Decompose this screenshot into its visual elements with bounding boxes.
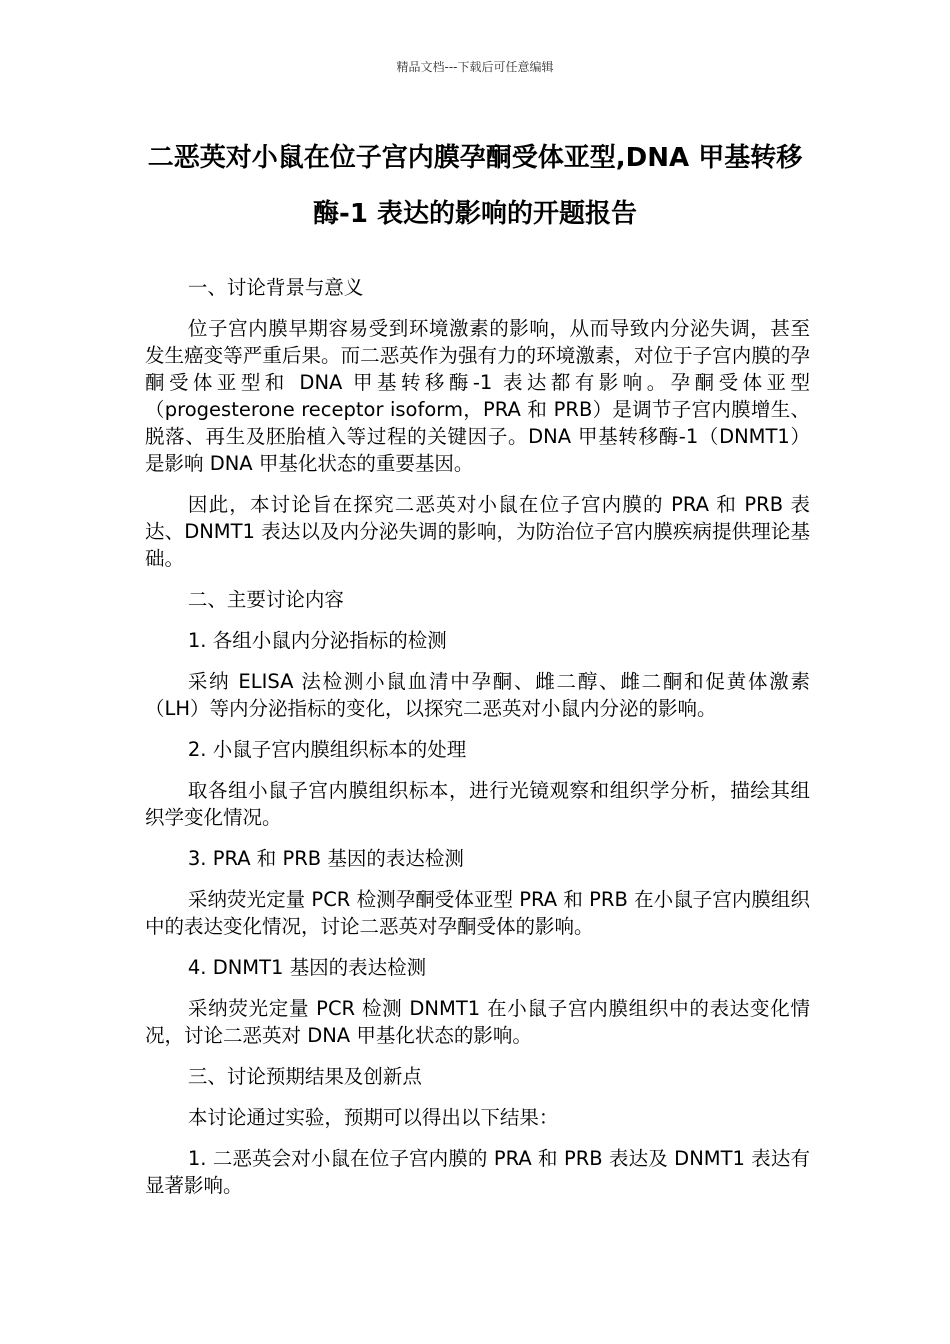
item-text-2: 取各组小鼠子宫内膜组织标本，进行光镜观察和组织学分析，描绘其组织学变化情况。 <box>145 779 810 829</box>
header-note: 精品文档---下载后可任意编辑 <box>396 60 554 74</box>
results-intro: 本讨论通过实验，预期可以得出以下结果： <box>187 1106 559 1129</box>
item-heading-3: 3. PRA 和 PRB 基因的表达检测 <box>187 847 464 870</box>
item-text-1: 采纳 ELISA 法检测小鼠血清中孕酮、雌二醇、雌二酮和促黄体激素（LH）等内分泌指标的变化，以探究二恶英对小鼠内分泌的影响。 <box>145 670 810 720</box>
item-text-4: 采纳荧光定量 PCR 检测 DNMT1 在小鼠子宫内膜组织中的表达变化情况，讨论二恶英对 DNA 甲基化状态的影响。 <box>145 997 810 1047</box>
section-heading-results: 三、讨论预期结果及创新点 <box>187 1065 422 1088</box>
section-heading-content: 二、主要讨论内容 <box>187 588 344 611</box>
paragraph-purpose: 因此，本讨论旨在探究二恶英对小鼠在位子宫内膜的 PRA 和 PRB 表达、DNMT1 表达以及内分泌失调的影响，为防治位子宫内膜疾病提供理论基础。 <box>145 493 810 570</box>
section-heading-background: 一、讨论背景与意义 <box>187 276 364 299</box>
item-heading-4: 4. DNMT1 基因的表达检测 <box>187 956 427 979</box>
item-heading-2: 2. 小鼠子宫内膜组织标本的处理 <box>187 738 467 761</box>
paragraph-background: 位子宫内膜早期容易受到环境激素的影响，从而导致内分泌失调，甚至发生癌变等严重后果。而二恶英作为强有力的环境激素，对位于子宫内膜的孕酮受体亚型和 DNA 甲基转移酶-1 表达都有影响。孕酮受体亚型（progesterone receptor isoform，PRA 和 PRB）是调节子宫内膜增生、脱落、再生及胚胎植入等过程的关键因子。DNA 甲基转移酶-1（DNMT1）是影响 DNA 甲基化状态的重要基因。 <box>145 317 810 475</box>
document-title: 二恶英对小鼠在位子宫内膜孕酮受体亚型,DNA 甲基转移酶-1 表达的影响的开题报告 <box>147 143 803 229</box>
item-text-3: 采纳荧光定量 PCR 检测孕酮受体亚型 PRA 和 PRB 在小鼠子宫内膜组织中的表达变化情况，讨论二恶英对孕酮受体的影响。 <box>145 888 810 938</box>
document-body <box>145 274 810 1213</box>
result-item-1: 1. 二恶英会对小鼠在位子宫内膜的 PRA 和 PRB 表达及 DNMT1 表达有显著影响。 <box>145 1147 810 1197</box>
item-heading-1: 1. 各组小鼠内分泌指标的检测 <box>187 629 447 652</box>
